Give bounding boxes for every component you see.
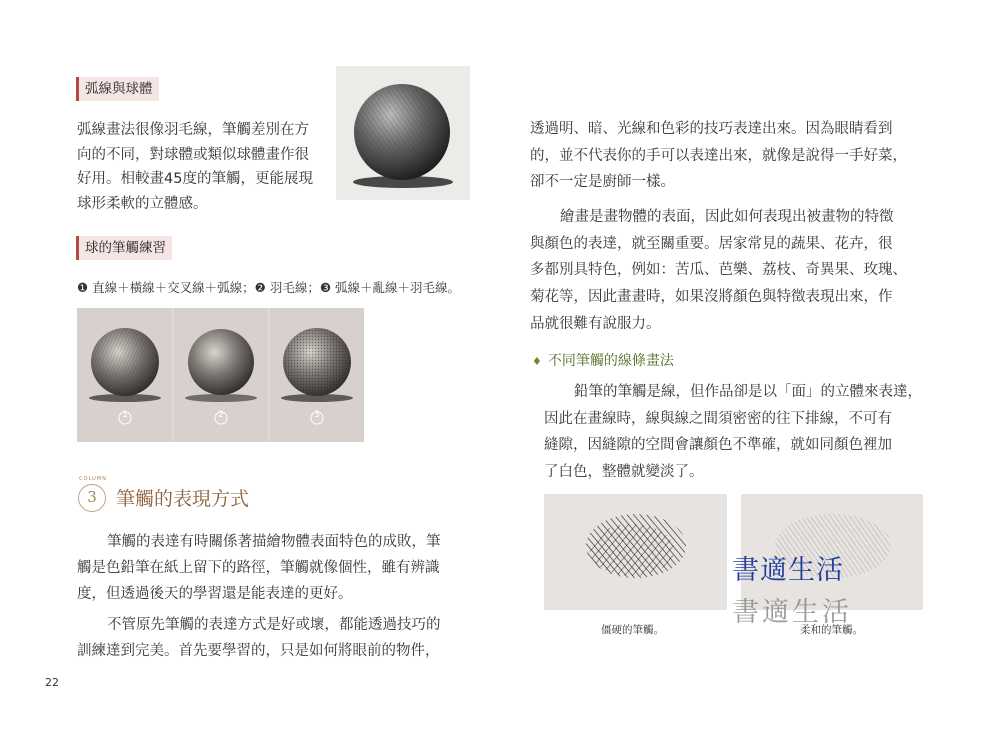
right-paragraph-3 bbox=[544, 379, 934, 486]
text-line: 的，並不代表你的手可以表達出來，就像是說得一手好菜， bbox=[530, 147, 907, 164]
text-line: 弧線畫法很像羽毛線，筆觸差別在方 bbox=[77, 122, 309, 138]
sphere-drawing-photo bbox=[336, 66, 470, 200]
text-line: 多都別具特色，例如：苦瓜、芭樂、荔枝、奇異果、玫瑰、 bbox=[530, 262, 907, 279]
column-badge bbox=[76, 476, 110, 520]
text-line: 訓練達到完美。首先要學習的，只是如何將眼前的物件， bbox=[77, 643, 440, 659]
column-title: 筆觸的表現方式 bbox=[116, 488, 250, 510]
sphere-label-2: 2 bbox=[218, 410, 224, 420]
text-line: 繪畫是畫物體的表面，因此如何表現出被畫物的特徵 bbox=[560, 209, 894, 225]
text-line: 度，但透過後天的學習還是能表達的更好。 bbox=[77, 586, 353, 602]
text-line: 品就很難有說服力。 bbox=[530, 315, 661, 332]
text-line: 菊花等，因此畫畫時，如果沒將顏色與特徵表現出來，作 bbox=[530, 289, 893, 306]
text-line: 卻不一定是廚師一樣。 bbox=[530, 174, 675, 191]
section-heading-practice: 球的筆觸練習 bbox=[76, 236, 172, 260]
section-heading-arcs: 弧線與球體 bbox=[76, 77, 159, 101]
text-line: 觸是色鉛筆在紙上留下的路徑，筆觸就像個性，雖有辨識 bbox=[77, 560, 440, 576]
text-line: 好用。相較畫45度的筆觸，更能展現 bbox=[77, 171, 313, 187]
stiff-stroke-photo bbox=[544, 494, 727, 610]
text-line: 鉛筆的筆觸是線，但作品卻是以「面」的立體來表達， bbox=[574, 384, 922, 400]
sphere-label-1: 1 bbox=[122, 410, 128, 420]
text-line: 了白色，整體就變淡了。 bbox=[544, 464, 704, 481]
column-paragraph-2 bbox=[77, 612, 477, 664]
text-line: 向的不同，對球體或類似球體畫作很 bbox=[77, 146, 309, 163]
right-paragraph-1 bbox=[530, 116, 930, 196]
text-line: 透過明、暗、光線和色彩的技巧表達出來。因為眼睛看到 bbox=[530, 121, 893, 137]
text-line: 因此在畫線時，線與線之間須密密的往下排線，不可有 bbox=[544, 410, 892, 427]
subheading-line-techniques bbox=[532, 350, 674, 370]
right-paragraph-2 bbox=[530, 204, 930, 338]
caption-stiff-stroke: 僵硬的筆觸。 bbox=[601, 624, 664, 636]
subheading-text: 不同筆觸的線條畫法 bbox=[547, 353, 674, 369]
caption-soft-stroke: 柔和的筆觸。 bbox=[800, 624, 863, 636]
page-number: 22 bbox=[45, 676, 59, 689]
text-line: 球形柔軟的立體感。 bbox=[77, 195, 208, 212]
text-line: 縫隙，因縫隙的空間會讓顏色不準確，就如同顏色裡加 bbox=[544, 437, 892, 454]
column-word: COLUMN bbox=[79, 476, 107, 482]
sphere-label-3: 3 bbox=[314, 410, 320, 420]
column-paragraph-1 bbox=[77, 529, 477, 607]
watermark-text-blue: 書適生活 bbox=[732, 555, 844, 586]
practice-steps: ❶ 直線＋橫線＋交叉線＋弧線；❷ 羽毛線；❸ 弧線＋亂線＋羽毛線。 bbox=[77, 280, 461, 295]
text-line: 不管原先筆觸的表達方式是好或壞，都能透過技巧的 bbox=[107, 617, 441, 633]
text-line: 筆觸的表達有時關係著描繪物體表面特色的成敗，筆 bbox=[107, 534, 441, 550]
text-line: 與顏色的表達，就至關重要。居家常見的蔬果、花卉，很 bbox=[530, 235, 893, 252]
arcs-paragraph bbox=[77, 118, 327, 216]
watermark-text-grey: 書適生活 bbox=[732, 597, 852, 628]
three-spheres-photo bbox=[77, 308, 364, 442]
diamond-bullet-icon: ♦ bbox=[532, 355, 542, 368]
column-number: 3 bbox=[78, 484, 106, 512]
